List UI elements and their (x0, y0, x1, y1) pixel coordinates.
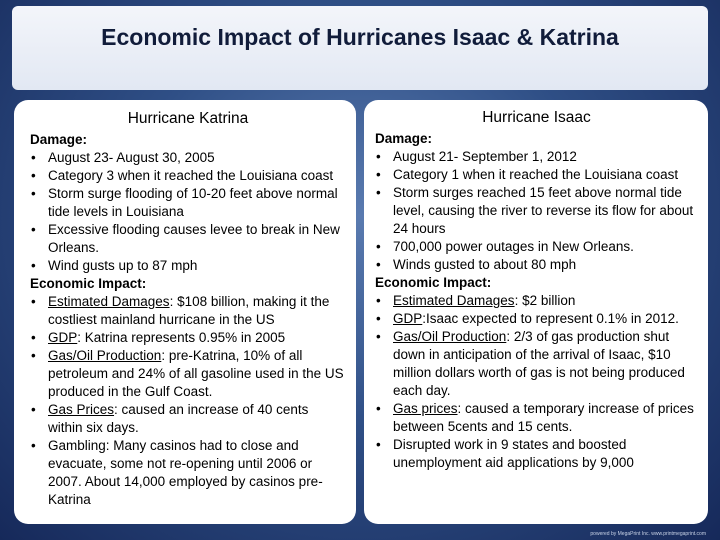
katrina-economic-label: Economic Impact: (30, 276, 147, 291)
list-item (30, 437, 346, 509)
list-item (375, 328, 698, 400)
isaac-panel (364, 100, 708, 524)
list-item: • Category 3 when it reached the Louisiana coast (30, 167, 346, 185)
item-text: Disrupted work in 9 states and boosted unemployment aid applications by 9,000 (393, 437, 634, 470)
item-text: : pre-Katrina, 10% of all petroleum and 24% of all gasoline used in the US produced in the Gulf Coast. (48, 348, 344, 399)
item-text: : $2 billion (514, 293, 576, 308)
list-item: • August 23- August 30, 2005 (30, 149, 346, 167)
isaac-heading: Hurricane Isaac (482, 109, 591, 126)
list-item (30, 401, 346, 437)
footer-credit: powered by MegaPrint Inc. www.printmegaprint.com (590, 531, 706, 537)
katrina-economic-list (30, 293, 346, 509)
list-item: • Winds gusted to about 80 mph (375, 256, 698, 274)
list-item: • Category 1 when it reached the Louisiana coast (375, 166, 698, 184)
item-term: Estimated Damages (393, 293, 515, 308)
page-title: Economic Impact of Hurricanes Isaac & Katrina (101, 24, 619, 50)
list-item (375, 400, 698, 436)
list-item: • Wind gusts up to 87 mph (30, 257, 346, 275)
item-term: Gas/Oil Production (48, 348, 162, 363)
list-item (30, 347, 346, 401)
item-term: Gas Prices (48, 402, 115, 417)
isaac-damage-label: Damage: (375, 131, 433, 146)
item-text: : caused an increase of 40 cents within six days. (48, 402, 309, 435)
isaac-economic-label: Economic Impact: (375, 275, 492, 290)
item-term: Estimated Damages (48, 294, 170, 309)
list-item: • Storm surge flooding of 10-20 feet above normal tide levels in Louisiana (30, 185, 346, 221)
item-text: : caused a temporary increase of prices between 5cents and 15 cents. (393, 401, 694, 434)
list-item (30, 293, 346, 329)
isaac-damage-list (375, 148, 698, 274)
list-item: • Storm surges reached 15 feet above normal tide level, causing the river to reverse its flow for about 24 hours (375, 184, 698, 238)
list-item (375, 436, 698, 472)
katrina-panel (14, 100, 356, 524)
katrina-heading: Hurricane Katrina (127, 110, 249, 127)
list-item (375, 310, 698, 328)
item-text: : Katrina represents 0.95% in 2005 (77, 330, 286, 345)
list-item: • 700,000 power outages in New Orleans. (375, 238, 698, 256)
katrina-damage-list (30, 149, 346, 275)
item-text: :Isaac expected to represent 0.1% in 2012. (422, 311, 679, 326)
item-term: Gas/Oil Production (393, 329, 507, 344)
list-item: • Excessive flooding causes levee to break in New Orleans. (30, 221, 346, 257)
item-text: : 2/3 of gas production shut down in anticipation of the arrival of Isaac, $10 million dollars worth of gas is not being produced each day. (393, 329, 685, 398)
isaac-economic-list (375, 292, 698, 472)
item-text: : $108 billion, making it the costliest mainland hurricane in the US (48, 294, 330, 327)
title-banner (12, 6, 708, 90)
list-item: • August 21- September 1, 2012 (375, 148, 698, 166)
item-term: Gas prices (393, 401, 458, 416)
list-item (375, 292, 698, 310)
katrina-damage-label: Damage: (30, 132, 88, 147)
item-term: GDP (393, 311, 423, 326)
item-text: Gambling: Many casinos had to close and evacuate, some not re-opening until 2006 or 2007. About 14,000 employed by casinos pre-Katrina (48, 438, 323, 507)
item-term: GDP (48, 330, 78, 345)
list-item (30, 329, 346, 347)
